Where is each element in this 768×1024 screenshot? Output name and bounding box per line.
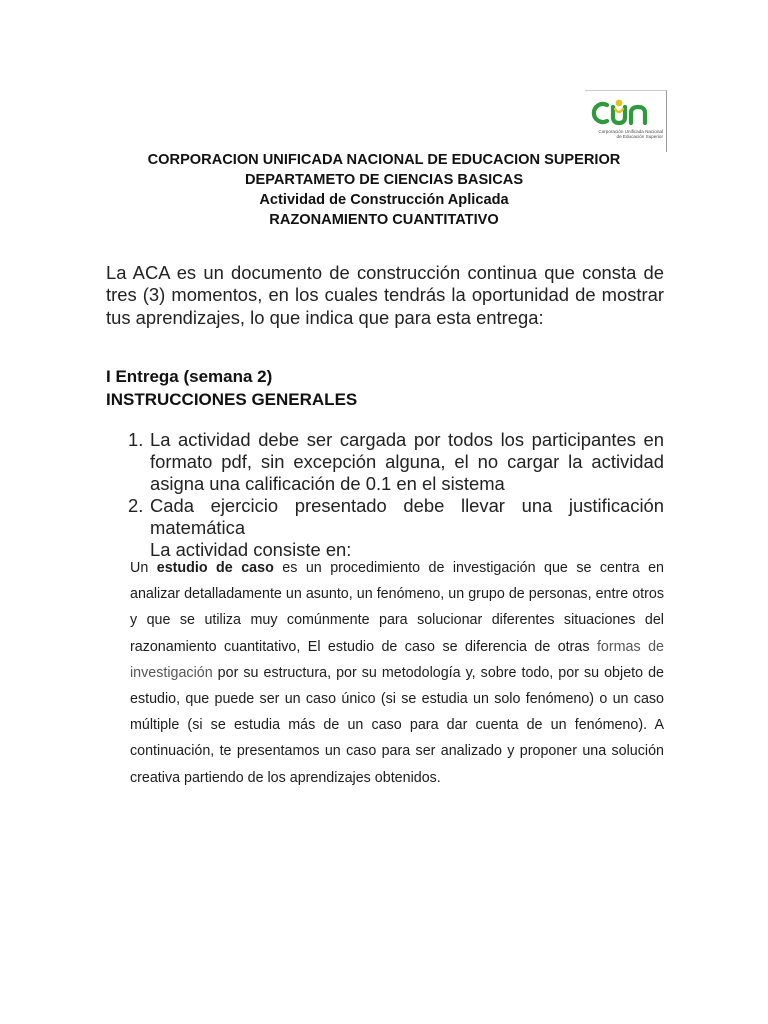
case-text-part-1: es un procedimiento de investigación que se centra en analizar detalladamente un asunto, un fenómeno, un grupo de personas, entre otros y que se utiliza muy comúnmente para solucionar diferentes situaciones del razonamiento cuantitativo, El estudio de caso se diferencia de otras <box>130 560 665 655</box>
logo-subtitle-line-2: de Educación Superior <box>616 134 663 140</box>
case-prefix: Un <box>130 560 157 576</box>
instruction-text: La actividad debe ser cargada por todos los participantes en formato pdf, sin excepción alguna, el no cargar la actividad asigna una calificación de 0.1 en el sistema <box>150 429 664 494</box>
instruction-item <box>106 495 664 539</box>
cun-logo-mark <box>589 95 663 129</box>
delivery-label: I Entrega (semana 2) <box>106 367 273 386</box>
institution-name: CORPORACION UNIFICADA NACIONAL DE EDUCACION SUPERIOR <box>147 152 621 168</box>
document-header <box>0 150 768 230</box>
cun-logo <box>585 90 667 152</box>
instruction-number: 2. <box>128 495 144 516</box>
case-text-part-2: por su estructura, por su metodología y, sobre todo, por su objeto de estudio, que puede ser un caso único (si se estudia un solo fenómeno) o un caso múltiple (si se estudia más de un caso para dar cuenta de un fenómeno). A continuación, te presentamos un caso para ser analizado y proponer una solución creativa partiendo de los aprendizajes obtenidos. <box>130 664 664 786</box>
department-name: DEPARTAMETO DE CIENCIAS BASICAS <box>244 172 524 188</box>
section-heading <box>106 366 357 411</box>
logo-subtitle <box>591 129 663 140</box>
case-study-term: estudio de caso <box>156 560 274 576</box>
intro-paragraph: La ACA es un documento de construcción continua que consta de tres (3) momentos, en los cuales tendrás la oportunidad de mostrar tus aprendizajes, lo que indica que para esta entrega: <box>106 262 664 328</box>
instructions-list <box>106 429 664 561</box>
activity-consists-text: La actividad consiste en: <box>150 539 352 560</box>
research-forms-link[interactable]: formas de investigación <box>130 638 664 681</box>
activity-name: Actividad de Construcción Aplicada <box>259 192 509 208</box>
case-study-paragraph <box>130 555 664 791</box>
instruction-text: Cada ejercicio presentado debe llevar una justificación matemática <box>150 495 664 538</box>
instruction-number: 1. <box>128 429 144 450</box>
instruction-item <box>106 429 664 495</box>
instructions-title: INSTRUCCIONES GENERALES <box>106 389 358 409</box>
logo-subtitle-line-1: Corporación Unificada Nacional <box>598 129 663 134</box>
course-name: RAZONAMIENTO CUANTITATIVO <box>269 212 499 228</box>
